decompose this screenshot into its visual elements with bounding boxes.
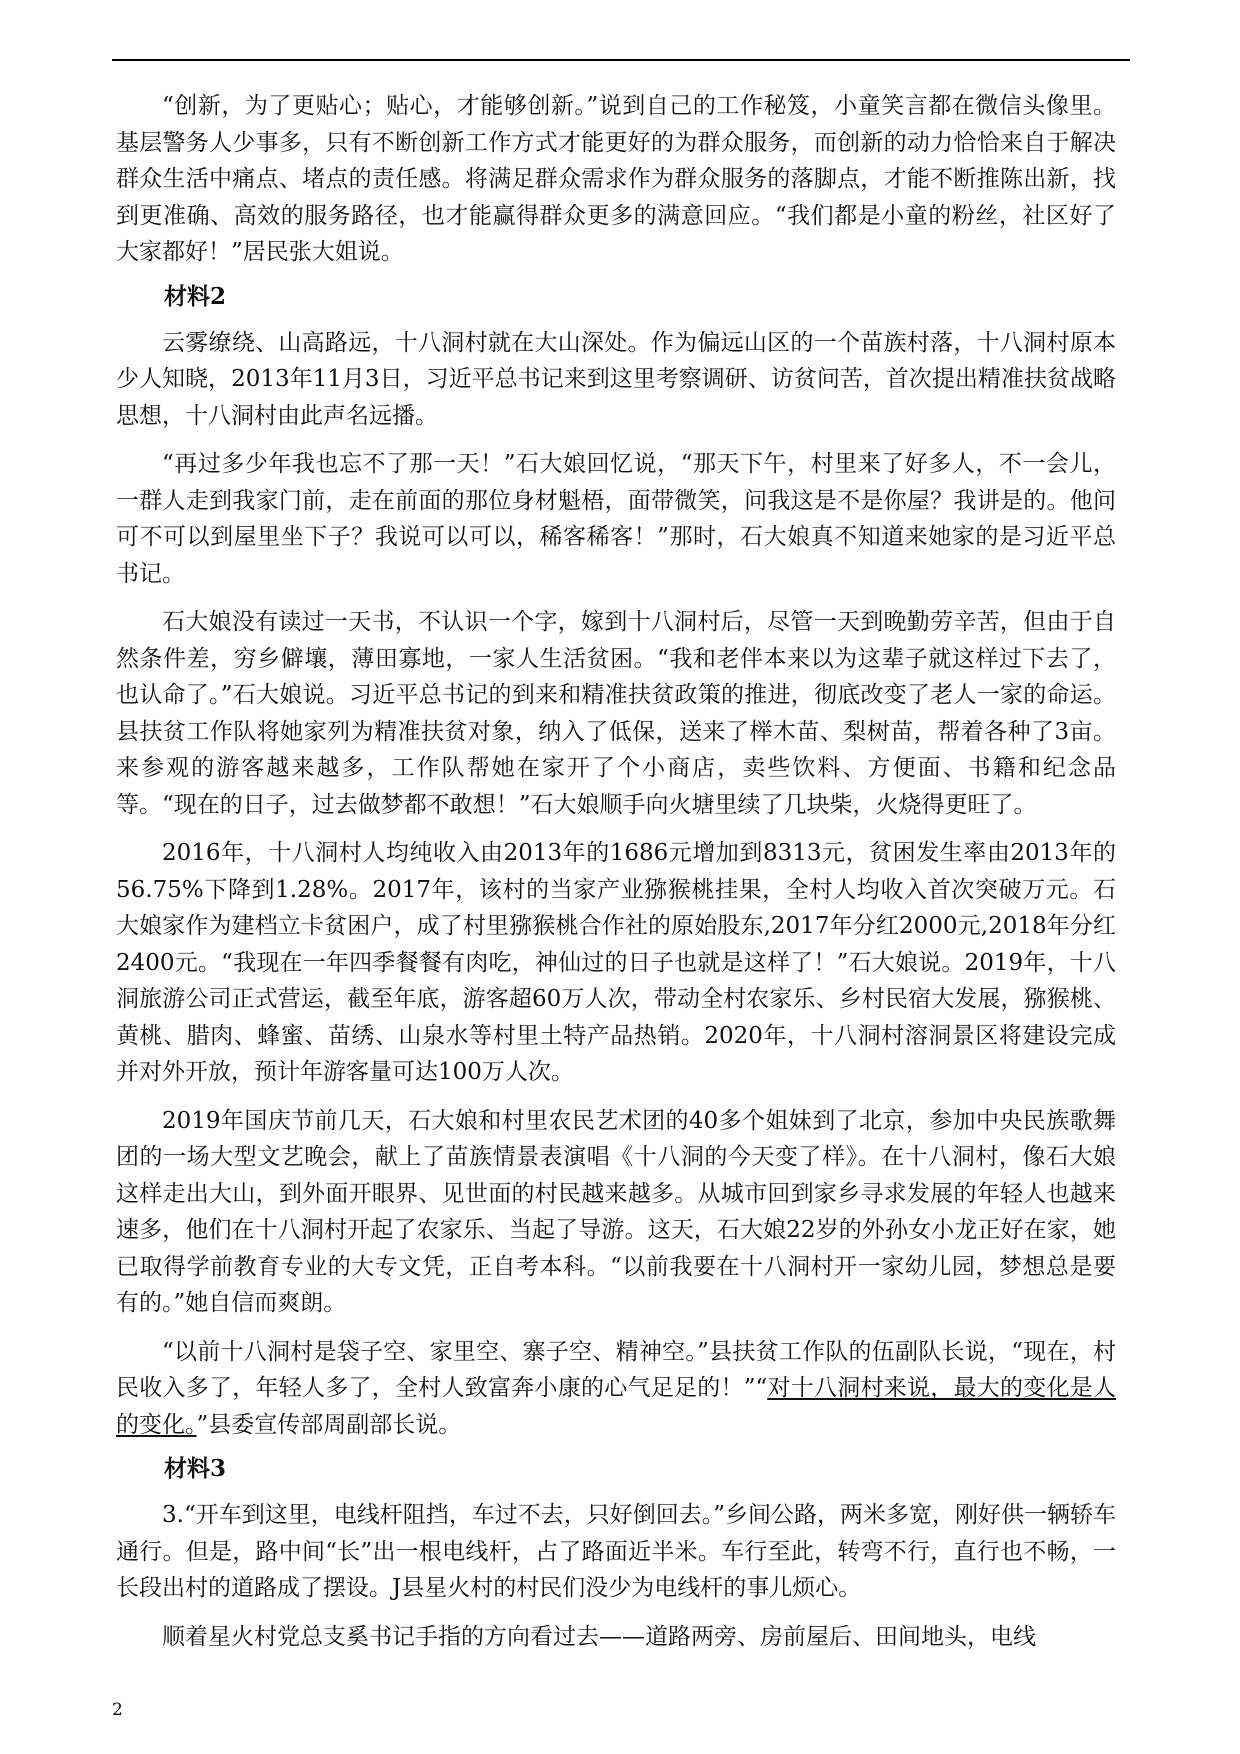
paragraph-text: ”县委宣传部周副部长说。 [196,1411,462,1438]
page-number: 2 [112,1700,123,1720]
paragraph: 顺着星火村党总支奚书记手指的方向看过去——道路两旁、房前屋后、田间地头，电线 [162,1623,1036,1650]
paragraph-text: “以前十八洞村是袋子空、家里空、寨子空、精神空。”县扶贫工作队的伍副队长说，“现在，村民收入多了，年轻人多了，全村人致富奔小康的心气足足的！”“ [116,1338,1116,1401]
paragraph: 云雾缭绕、山高路远，十八洞村就在大山深处。作为偏远山区的一个苗族村落，十八洞村原本少人知晓，2013年11月3日，习近平总书记来到这里考察调研、访贫问苦，首次提出精准扶贫战略思想，十八洞村由此声名远播。 [116,329,1116,429]
section-heading: 材料3 [164,1455,227,1482]
section-heading: 材料2 [164,282,227,310]
underlined-sentence: 对十八洞村来说，最大的变化是人的变化。 [116,1375,1116,1438]
paragraph: 2019年国庆节前几天，石大娘和村里农民艺术团的40多个姐妹到了北京，参加中央民族歌舞团的一场大型文艺晚会，献上了苗族情景表演唱《十八洞的今天变了样》。在十八洞村，像石大娘这样走出大山，到外面开眼界、见世面的村民越来越多。从城市回到家乡寻求发展的年轻人也越来速多，他们在十八洞村开起了农家乐、当起了导游。这天，石大娘22岁的外孙女小龙正好在家，她已取得学前教育专业的大专文凭，正自考本科。“以前我要在十八洞村开一家幼儿园，梦想总是要有的。”她自信而爽朗。 [116,1107,1116,1316]
paragraph: 2016年，十八洞村人均纯收入由2013年的1686元增加到8313元，贫困发生率由2013年的56.75%下降到1.28%。2017年，该村的当家产业猕猴桃挂果，全村人均收入首次突破万元。石大娘家作为建档立卡贫困户，成了村里猕猴桃合作社的原始股东,2017年分红2000元,2018年分红2400元。“我现在一年四季餐餐有肉吃，神仙过的日子也就是这样了！”石大娘说。2019年，十八洞旅游公司正式营运，截至年底，游客超60万人次，带动全村农家乐、乡村民宿大发展，猕猴桃、黄桃、腊肉、蜂蜜、苗绣、山泉水等村里土特产品热销。2020年，十八洞村溶洞景区将建设完成并对外开放，预计年游客量可达100万人次。 [116,840,1116,1085]
paragraph: 3.“开车到这里，电线杆阻挡，车过不去，只好倒回去。”乡间公路，两米多宽，刚好供一辆轿车通行。但是，路中间“长”出一根电线杆，占了路面近半米。车行至此，转弯不行，直行也不畅，一长段出村的道路成了摆设。J县星火村的村民们没少为电线杆的事儿烦心。 [116,1502,1116,1601]
paragraph: 石大娘没有读过一天书，不认识一个字，嫁到十八洞村后，尽管一天到晚勤劳辛苦，但由于自然条件差，穷乡僻壤，薄田寡地，一家人生活贫困。“我和老伴本来以为这辈子就这样过下去了，也认命了。”石大娘说。习近平总书记的到来和精准扶贫政策的推进，彻底改变了老人一家的命运。县扶贫工作队将她家列为精准扶贫对象，纳入了低保，送来了榉木苗、梨树苗，帮着各种了3亩。来参观的游客越来越多，工作队帮她在家开了个小商店，卖些饮料、方便面、书籍和纪念品等。“现在的日子，过去做梦都不敢想！”石大娘顺手向火塘里续了几块柴，火烧得更旺了。 [116,609,1116,818]
header-rule [112,59,1130,61]
document-body [116,88,1116,1667]
paragraph: “创新，为了更贴心；贴心，才能够创新。”说到自己的工作秘笈，小童笑言都在微信头像里。基层警务人少事多，只有不断创新工作方式才能更好的为群众服务，而创新的动力恰恰来自于解决群众生活中痛点、堵点的责任感。将满足群众需求作为群众服务的落脚点，才能不断推陈出新，找到更准确、高效的服务路径，也才能赢得群众更多的满意回应。“我们都是小童的粉丝，社区好了大家都好！”居民张大姐说。 [116,93,1116,265]
paragraph: “再过多少年我也忘不了那一天！”石大娘回忆说，“那天下午，村里来了好多人，不一会儿，一群人走到我家门前，走在前面的那位身材魁梧，面带微笑，问我这是不是你屋？我讲是的。他问可不可以到屋里坐下子？我说可以可以，稀客稀客！”那时，石大娘真不知道来她家的是习近平总书记。 [116,451,1116,587]
paragraph [116,1334,1116,1444]
